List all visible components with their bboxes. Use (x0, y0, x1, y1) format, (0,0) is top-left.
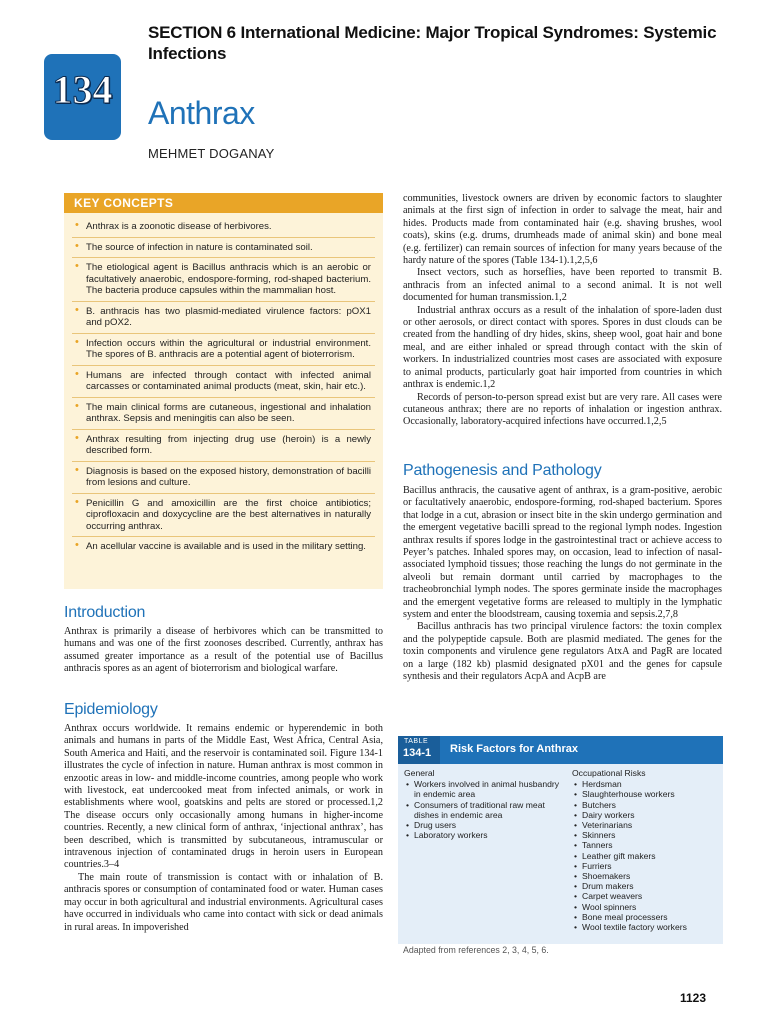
table-list-item: • Carpet weavers (572, 891, 720, 901)
table-list-item: • Wool textile factory workers (572, 922, 720, 932)
risk-factors-table (398, 736, 723, 944)
table-list-item: • Consumers of traditional raw meat dishes in endemic area (404, 800, 564, 820)
epidemiology-paragraph: The main route of transmission is contact with or inhalation of B. anthracis spores or consumption of contaminated food or water. Human cases may occur in both agricultural and industrial environments. Agricultural cases have occurred in individuals who came into contact with sick or dead animals in rural areas. In impoverished (64, 871, 383, 933)
epidemiology-paragraph: Insect vectors, such as horseflies, have been reported to transmit B. anthracis from an infected animal to a second animal. It is not well documented for human transmission.1,2 (403, 267, 722, 304)
table-list-item: • Skinners (572, 830, 720, 840)
table-label: TABLE (404, 738, 429, 745)
key-concept-item: • The etiological agent is Bacillus anthracis which is an aerobic or facultatively anaerobic, endospore-forming, rod-shaped bacterium. The bacteria produce capsules within the mammalian host. (72, 258, 375, 302)
epidemiology-paragraph: Anthrax occurs worldwide. It remains endemic or hyperendemic in both animals and humans in parts of the Middle East, West Africa, Central Asia, South America and Haiti, and the reservoir is contaminated soil. Figure 134-1 illustrates the cycle of infection in nature. Human anthrax is most common in enzootic areas in low- and middle-income countries, among people who work with livestock, eat undercooked meat from infected animals, or work in establishments where wool, goatskins and pelts are stored or processed.1,2 The disease occurs only occasionally among humans in higher-income countries. Recently, a new clinical form of anthrax, ‘injectional anthrax’, has been described, which is transmitted by subcutaneous, intramuscular or intravenous injection of contaminated drugs in heroin users in European countries.3–4 (64, 723, 383, 871)
pathogenesis-text (403, 485, 722, 684)
introduction-text (64, 626, 383, 676)
key-concept-item: • Infection occurs within the agricultural or industrial environment. The spores of B. anthracis are a potential agent of bioterrorism. (72, 334, 375, 366)
table-column-heading: General (404, 768, 435, 778)
key-concept-item: • The main clinical forms are cutaneous, ingestional and inhalation anthrax. Sepsis and meningitis can also be seen. (72, 398, 375, 430)
chapter-badge (44, 54, 121, 140)
occupational-risk-list (572, 779, 720, 932)
key-concept-item: • Penicillin G and amoxicillin are the first choice antibiotics; ciprofloxacin and doxycycline are the best alternatives in naturally occurring anthrax. (72, 494, 375, 538)
table-list-item: • Shoemakers (572, 871, 720, 881)
table-list-item: • Slaughterhouse workers (572, 789, 720, 799)
epidemiology-paragraph: Industrial anthrax occurs as a result of the inhalation of spore-laden dust or other aerosols, or direct contact with spores. Spores in dust clouds can be created from the handling of dry hides, skins, sheep wool, goat hair and bone meal, and are either inhaled or spread through contact with the skin of workers. In industrialized countries most cases are associated with exposure to animal products, particularly goat hair imported from countries in which anthrax is endemic.1,2 (403, 304, 722, 391)
introduction-paragraph: Anthrax is primarily a disease of herbivores which can be transmitted to humans and was one of the first zoonoses described. Currently, anthrax has assumed greater importance as a result of the potential use of Bacillus anthracis spores as an agent of bioterrorism and biological warfare. (64, 626, 383, 675)
pathogenesis-paragraph: Bacillus anthracis has two principal virulence factors: the toxin complex and the polypeptide capsule. Both are plasmid mediated. The genes for the toxin components and virulence gene regulators AtxA and PagR are located on a large (182 kb) plasmid designated pX01 and the genes for capsule synthesis and their regulators AcpA and AcpB are (403, 621, 722, 683)
table-footnote: Adapted from references 2, 3, 4, 5, 6. (403, 945, 549, 955)
table-column-general (404, 768, 564, 840)
table-list-item: • Butchers (572, 800, 720, 810)
table-column-heading: Occupational Risks (572, 768, 646, 778)
key-concept-item: • The source of infection in nature is contaminated soil. (72, 238, 375, 259)
introduction-heading: Introduction (64, 604, 146, 621)
epidemiology-paragraph: communities, livestock owners are driven by economic factors to slaughter animals at the first sign of infection in order to salvage the meat, hair and hides. Products made from contaminated hair (e.g. shaving brushes, wool coats), skins (e.g. drums, drumheads made of animal skin) and bone meal (e.g. fertilizer) can remain sources of infection for many years because of the hardy nature of the spores (Table 134-1).1,2,5,6 (403, 193, 722, 267)
table-list-item: • Laboratory workers (404, 830, 564, 840)
key-concept-item: • Humans are infected through contact with infected animal carcasses or contaminated animal products (meat, skin, hair etc.). (72, 366, 375, 398)
table-title: Risk Factors for Anthrax (450, 743, 578, 755)
key-concept-item: • Diagnosis is based on the exposed history, demonstration of bacilli from lesions and culture. (72, 462, 375, 494)
general-risk-list (404, 779, 564, 840)
epidemiology-left-column (64, 723, 383, 934)
table-header (398, 736, 723, 764)
table-column-occupational (572, 768, 720, 932)
table-label-box (398, 736, 440, 764)
table-list-item: • Veterinarians (572, 820, 720, 830)
epidemiology-heading: Epidemiology (64, 701, 158, 718)
key-concepts-list (64, 213, 383, 557)
key-concept-item: • B. anthracis has two plasmid-mediated virulence factors: pOX1 and pOX2. (72, 302, 375, 334)
table-list-item: • Herdsman (572, 779, 720, 789)
table-list-item: • Workers involved in animal husbandry in endemic area (404, 779, 564, 799)
key-concept-item: • Anthrax resulting from injecting drug use (heroin) is a newly described form. (72, 430, 375, 462)
table-list-item: • Dairy workers (572, 810, 720, 820)
key-concept-item: • An acellular vaccine is available and is used in the military setting. (72, 537, 375, 557)
key-concept-item: • Anthrax is a zoonotic disease of herbivores. (72, 217, 375, 238)
table-list-item: • Drum makers (572, 881, 720, 891)
table-list-item: • Leather gift makers (572, 851, 720, 861)
epidemiology-paragraph: Records of person-to-person spread exist but are very rare. All cases were cutaneous anthrax; there are no reports of inhalation or ingestion anthrax. Occasionally, laboratory-acquired infections have occurred.1,2,5 (403, 391, 722, 428)
table-list-item: • Wool spinners (572, 902, 720, 912)
key-concepts-heading: KEY CONCEPTS (64, 193, 383, 213)
pathogenesis-paragraph: Bacillus anthracis, the causative agent of anthrax, is a gram-positive, aerobic or facultatively anaerobic, endospore-forming, rod-shaped bacterium. Spores that lodge in a cut, abrasion or insect bite in the skin undergo germination and the emergent vegetative bacilli spread to the regional lymph nodes. Ingestion anthrax results if spores lodge in the gastrointestinal tract or achieve access to Peyer’s patches. Inhaled spores may, on occasion, lead to infection of nasal-associated lymphoid tissues; those reaching the lungs do not germinate in the alveoli but remain dormant until carried by macrophages to the tracheobronchial lymph nodes. The spores germinate inside the macrophages and the emergent vegetative forms are released to multiply in the lymphatic system and enter the bloodstream, causing toxemia and sepsis.2,7,8 (403, 485, 722, 621)
key-concepts-box (64, 193, 383, 589)
chapter-title: Anthrax (148, 95, 255, 131)
chapter-number: 134 (52, 67, 113, 112)
table-list-item: • Bone meal processers (572, 912, 720, 922)
pathogenesis-heading: Pathogenesis and Pathology (403, 462, 602, 479)
table-list-item: • Tanners (572, 840, 720, 850)
table-list-item: • Drug users (404, 820, 564, 830)
table-list-item: • Furriers (572, 861, 720, 871)
page-number: 1123 (680, 991, 707, 1005)
section-heading: SECTION 6 International Medicine: Major Tropical Syndromes: Systemic Infections (148, 23, 717, 63)
author-name: MEHMET DOGANAY (148, 146, 275, 161)
table-number: 134-1 (403, 747, 432, 759)
epidemiology-right-column (403, 193, 722, 429)
